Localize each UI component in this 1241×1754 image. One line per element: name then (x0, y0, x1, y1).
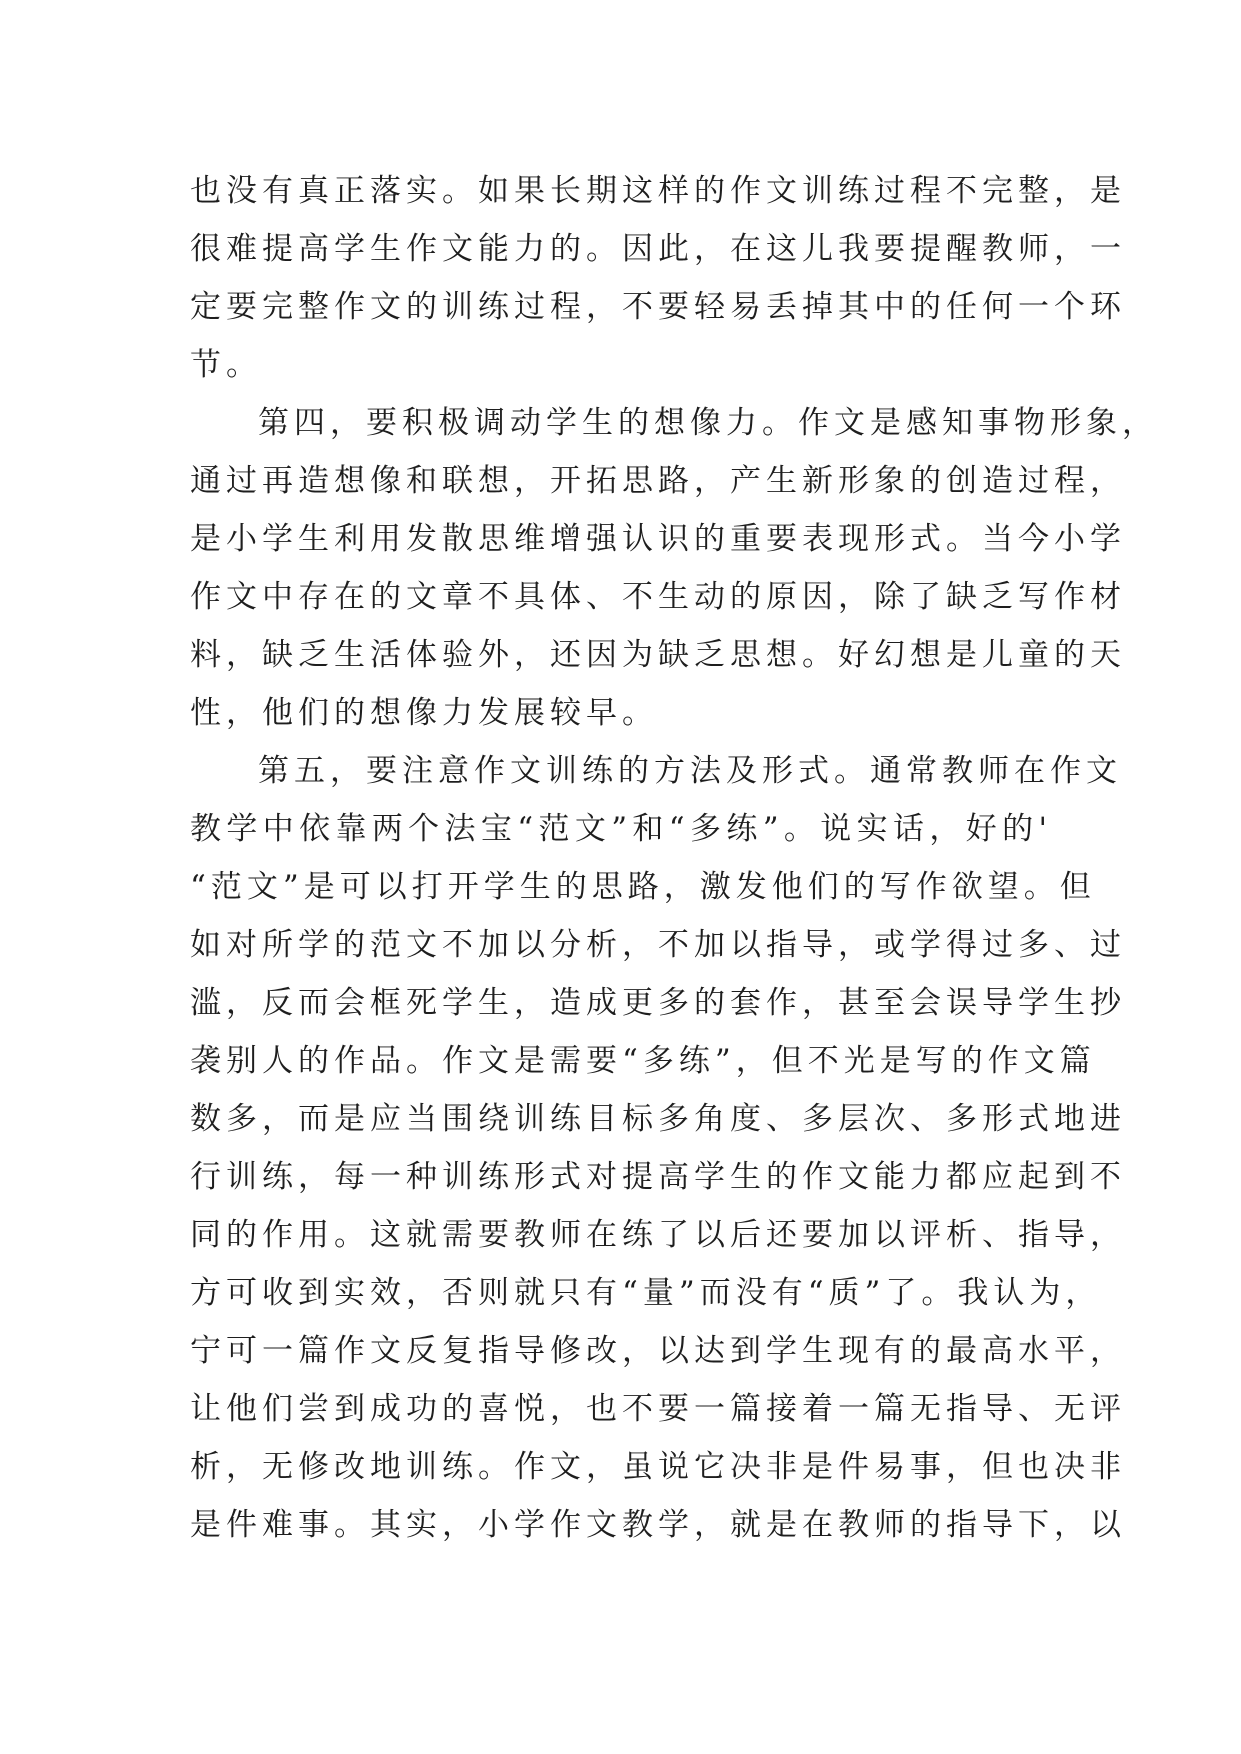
text-line: 通过再造想像和联想，开拓思路，产生新形象的创造过程， (190, 463, 1126, 499)
text-line: 宁可一篇作文反复指导修改，以达到学生现有的最高水平， (190, 1333, 1126, 1369)
text-line: 同的作用。这就需要教师在练了以后还要加以评析、指导， (190, 1217, 1126, 1253)
text-line: 让他们尝到成功的喜悦，也不要一篇接着一篇无指导、无评 (190, 1391, 1126, 1427)
text-line: 行训练，每一种训练形式对提高学生的作文能力都应起到不 (190, 1159, 1126, 1195)
text-line: 很难提高学生作文能力的。因此，在这儿我要提醒教师，一 (190, 231, 1126, 267)
paragraph-start-line: 第五，要注意作文训练的方法及形式。通常教师在作文 (258, 753, 1122, 789)
text-line: 滥，反而会框死学生，造成更多的套作，甚至会误导学生抄 (190, 985, 1126, 1021)
text-line: 是小学生利用发散思维增强认识的重要表现形式。当今小学 (190, 521, 1126, 557)
text-line: 料，缺乏生活体验外，还因为缺乏思想。好幻想是儿童的天 (190, 637, 1126, 673)
text-line: 教学中依靠两个法宝“范文”和“多练”。说实话，好的' (190, 811, 1052, 847)
text-line: 如对所学的范文不加以分析，不加以指导，或学得过多、过 (190, 927, 1126, 963)
text-line: 析，无修改地训练。作文，虽说它决非是件易事，但也决非 (190, 1449, 1126, 1485)
text-line: 也没有真正落实。如果长期这样的作文训练过程不完整，是 (190, 173, 1126, 209)
text-line: 是件难事。其实，小学作文教学，就是在教师的指导下，以 (190, 1507, 1126, 1543)
text-line: 节。 (190, 347, 262, 383)
body-text (190, 162, 1158, 1554)
text-line: 性，他们的想像力发展较早。 (190, 695, 658, 731)
text-line: 数多，而是应当围绕训练目标多角度、多层次、多形式地进 (190, 1101, 1126, 1137)
text-line: 定要完整作文的训练过程，不要轻易丢掉其中的任何一个环 (190, 289, 1126, 325)
text-line: 作文中存在的文章不具体、不生动的原因，除了缺乏写作材 (190, 579, 1126, 615)
text-line: 方可收到实效，否则就只有“量”而没有“质”了。我认为， (190, 1275, 1102, 1311)
text-line: “范文”是可以打开学生的思路，激发他们的写作欲望。但 (190, 869, 1096, 905)
paragraph-start-line: 第四，要积极调动学生的想像力。作文是感知事物形象， (258, 405, 1158, 441)
text-line: 袭别人的作品。作文是需要“多练”，但不光是写的作文篇 (190, 1043, 1096, 1079)
